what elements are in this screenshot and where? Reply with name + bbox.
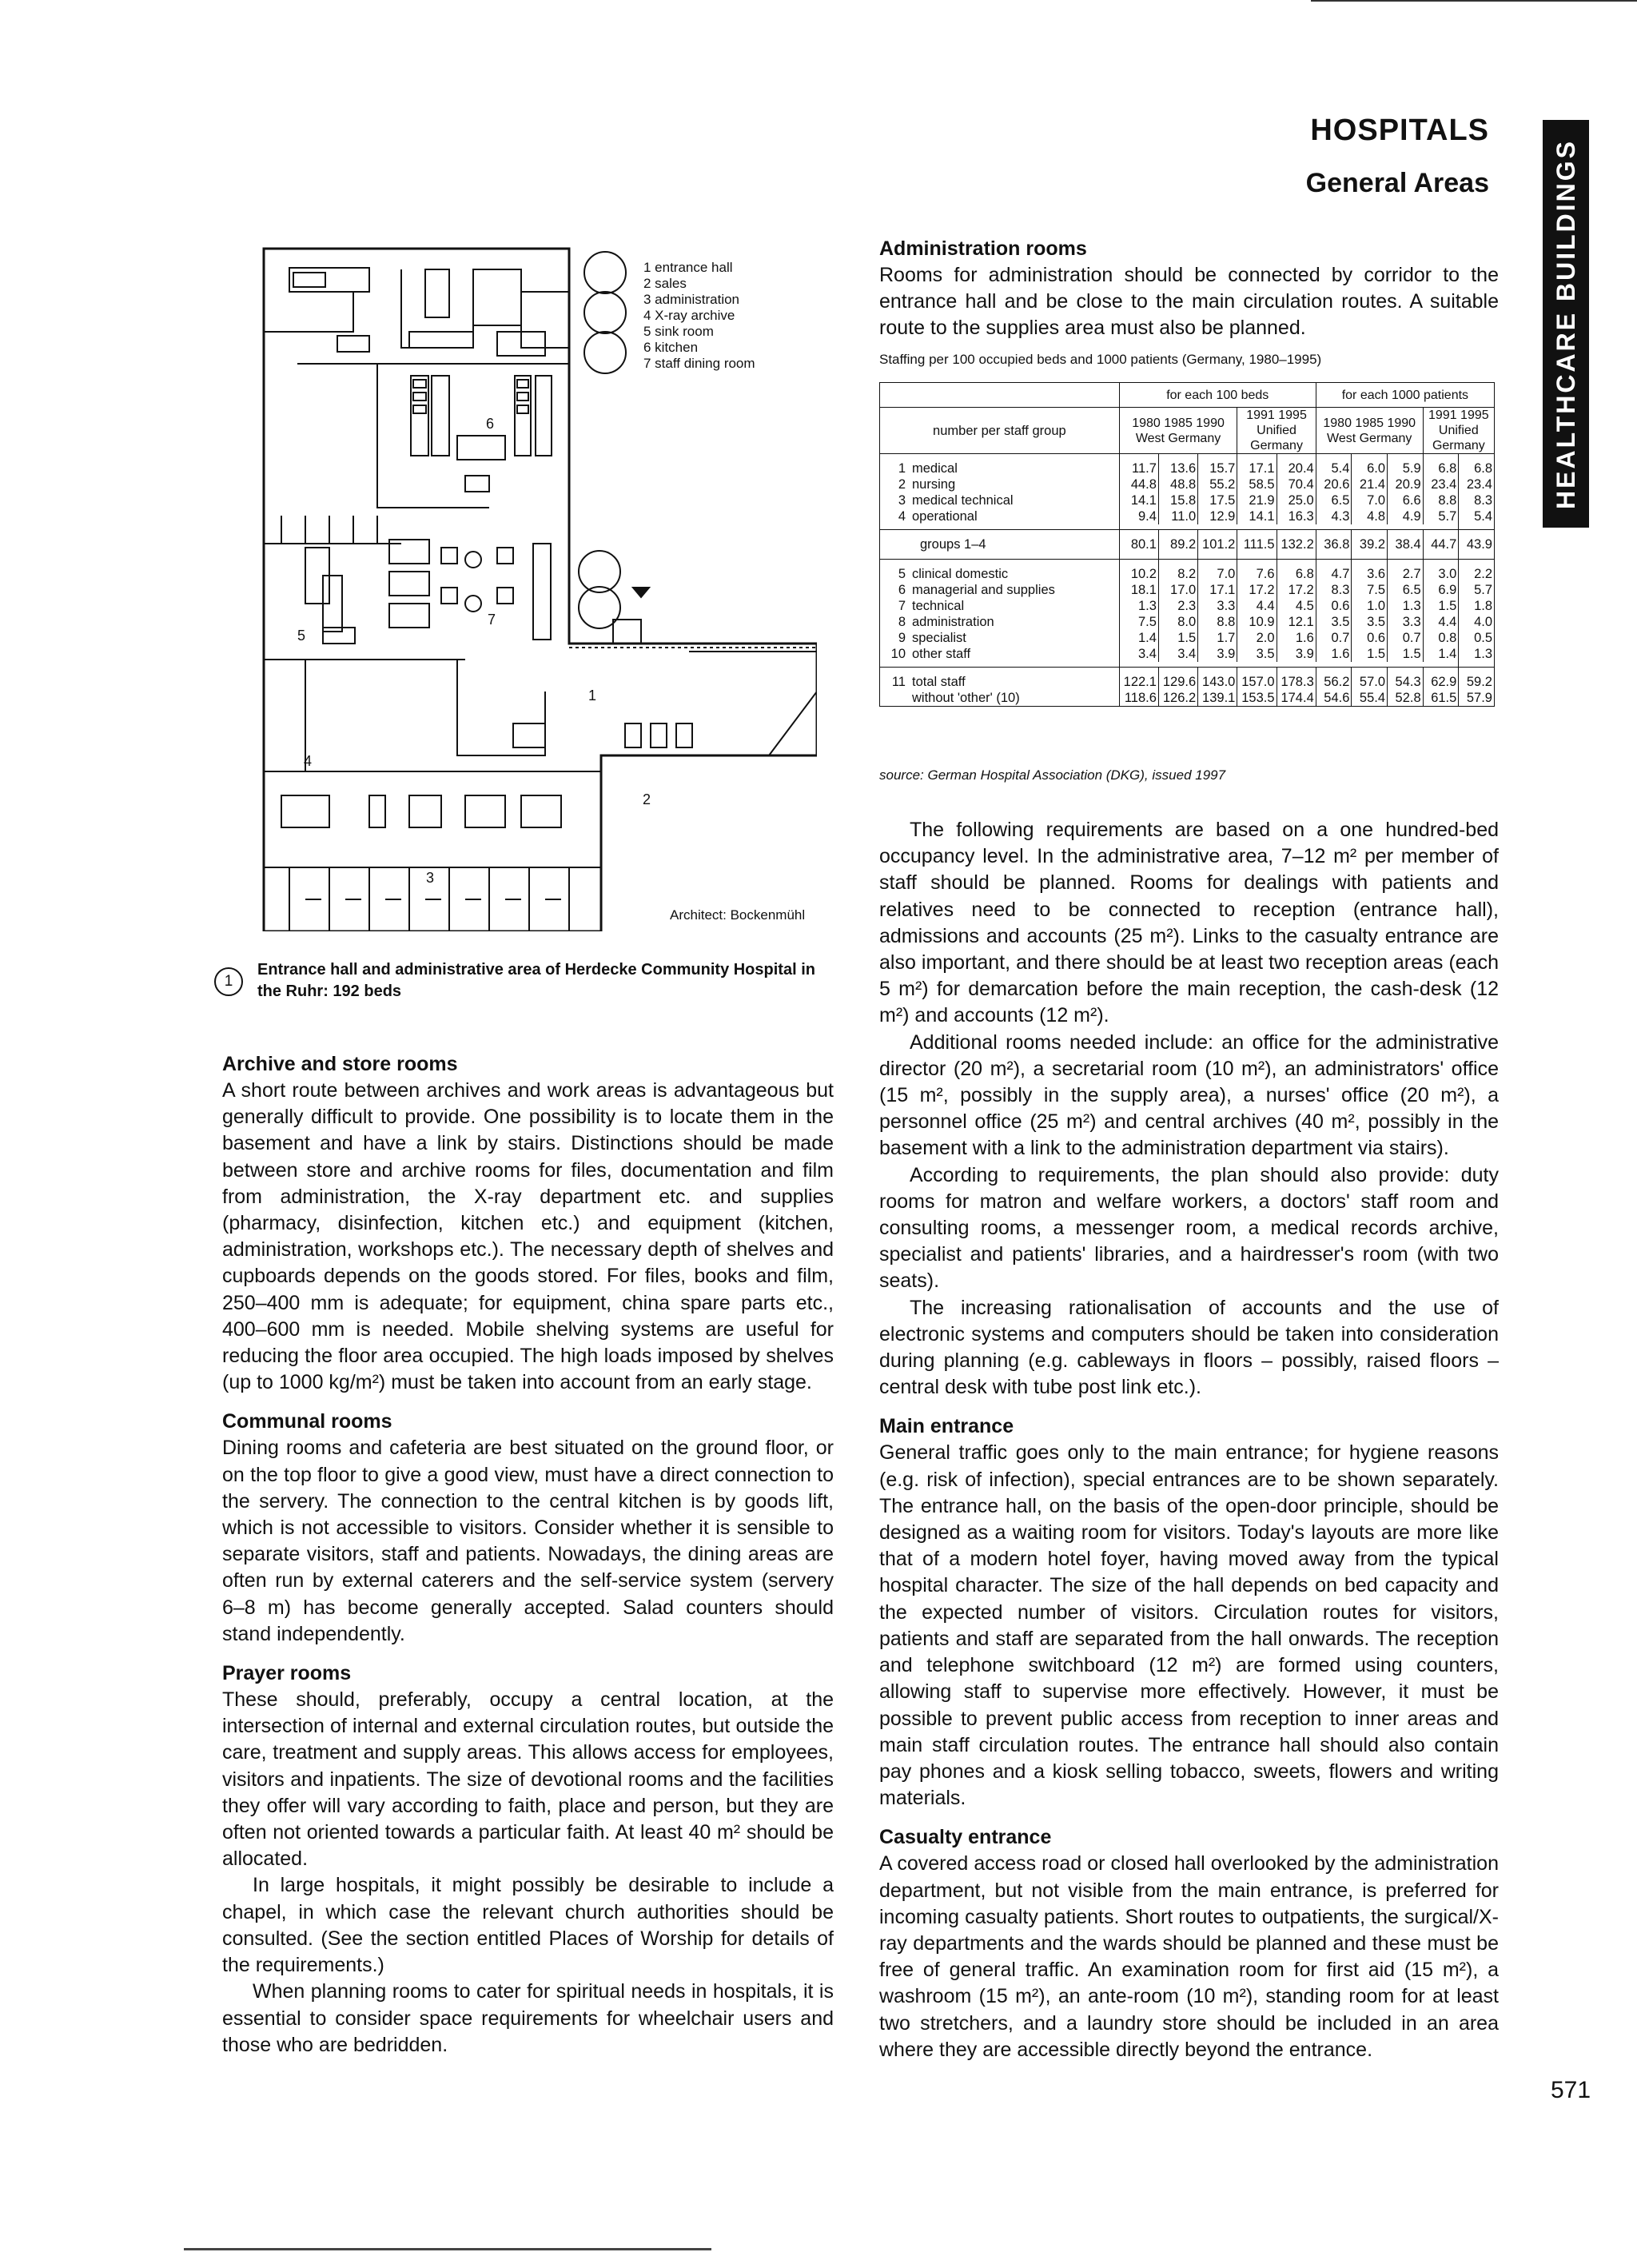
table-cell: 3.5 <box>1316 614 1352 630</box>
table-cell: 13.6 <box>1158 454 1197 477</box>
table-cell: 11.7 <box>1119 454 1158 477</box>
row-number: 6 <box>898 583 906 597</box>
table-cell: 43.9 <box>1459 530 1495 560</box>
table-cell: 4.4 <box>1237 598 1277 614</box>
table-cell: 10.9 <box>1237 614 1277 630</box>
table-cell: 6.9 <box>1423 582 1459 598</box>
table-row <box>880 560 1495 583</box>
table-cell: 36.8 <box>1316 530 1352 560</box>
paragraph: Dining rooms and cafeteria are best situated on the ground floor, or on the top floor to give a good view, must have a direct connection to the servery. The connection to the central kitchen is by goods lift, which is not accessible to visitors. Consider whether it is sensible to separate visitors, staff and patients. Nowadays, the dining areas are often run by external caterers and the self-service system (servery 6–8 m) has become generally accepted. Salad counters should stand independently. <box>222 1437 834 1645</box>
legend-item: 2 sales <box>643 276 687 291</box>
table-cell: 3.6 <box>1352 560 1388 583</box>
table-cell: 21.4 <box>1352 476 1388 492</box>
row-number: 2 <box>898 477 906 492</box>
table-cell: 8.0 <box>1158 614 1197 630</box>
heading-admin: Administration rooms <box>879 237 1087 260</box>
table-cell: 12.9 <box>1198 508 1237 524</box>
table-cell: 174.4 <box>1277 690 1316 707</box>
table-cell: 17.2 <box>1237 582 1277 598</box>
plan-label-3: 3 <box>426 870 435 886</box>
heading-communal: Communal rooms <box>222 1410 392 1433</box>
table-row <box>880 508 1495 524</box>
table-cell: 17.5 <box>1198 492 1237 508</box>
plan-label-2: 2 <box>643 791 651 807</box>
table-cell: 6.5 <box>1316 492 1352 508</box>
table-cell: 44.8 <box>1119 476 1158 492</box>
table-cell: 48.8 <box>1158 476 1197 492</box>
row-number: 9 <box>898 631 906 645</box>
table-cell: 2.0 <box>1237 630 1277 646</box>
table-cell: 23.4 <box>1423 476 1459 492</box>
figure-caption: Entrance hall and administrative area of Herdecke Community Hospital in the Ruhr: 192 beds <box>257 961 815 1000</box>
table-cell: 14.1 <box>1119 492 1158 508</box>
table-cell: 1.4 <box>1423 646 1459 662</box>
table-cell: 57.9 <box>1459 690 1495 707</box>
row-number: 3 <box>898 493 906 508</box>
table-cell: 118.6 <box>1119 690 1158 707</box>
row-label: specialist <box>912 631 966 645</box>
row-number: 8 <box>898 615 906 629</box>
table-cell: 54.3 <box>1388 668 1424 691</box>
table-cell: 2.2 <box>1459 560 1495 583</box>
table-cell: 4.7 <box>1316 560 1352 583</box>
paragraph: The increasing rationalisation of accounts and the use of electronic systems and computers should be taken into consideration during planning (e.g. cableways in floors – possibly, raised floors – central desk with tube post link etc.). <box>879 1296 1499 1399</box>
section-spine-tab <box>1543 120 1589 528</box>
table-cell: 3.9 <box>1277 646 1316 662</box>
table-cell: 1.5 <box>1158 630 1197 646</box>
table-cell: 153.5 <box>1237 690 1277 707</box>
paragraph: The following requirements are based on a one hundred-bed occupancy level. In the administrative area, 7–12 m² per member of staff should be planned. Rooms for dealings with patients and relatives need to be connected to reception (entrance hall), admissions and accounts (25 m²). Links to the casualty entrance are also important, and there should be at least two reception areas (each 5 m²) for demarcation before the main reception, the cash-desk (12 m²) and accounts (12 m²). <box>879 819 1499 1027</box>
table-cell: 7.5 <box>1352 582 1388 598</box>
table-cell: 1.3 <box>1119 598 1158 614</box>
staffing-table <box>879 382 1495 707</box>
table-cell: 52.8 <box>1388 690 1424 707</box>
table-cell: 3.3 <box>1198 598 1237 614</box>
table-cell: 70.4 <box>1277 476 1316 492</box>
paragraph: Additional rooms needed include: an office for the administrative director (20 m²), a secretarial room (10 m²), an administrators' office (15 m², possibly in the supply area), a nurses' office (20 m²), a personnel office (25 m²) and central archives (40 m², possibly in the basement with a link to the administration department via stairs). <box>879 1030 1499 1160</box>
table-cell: 4.8 <box>1352 508 1388 524</box>
row-label: nursing <box>912 477 956 492</box>
table-cell: 62.9 <box>1423 668 1459 691</box>
paragraph: These should, preferably, occupy a central location, at the intersection of internal and external circulation routes, but outside the care, treatment and supply areas. This allows access for employees, visitors and inpatients. The size of devotional rooms and the facilities they offer will vary according to faith, place and person, but they are often not oriented towards a particular faith. At least 40 m² should be allocated. <box>222 1688 834 1871</box>
table-cell: 8.2 <box>1158 560 1197 583</box>
heading-main-entrance: Main entrance <box>879 1415 1014 1438</box>
table-cell: 157.0 <box>1237 668 1277 691</box>
table-cell: 0.7 <box>1316 630 1352 646</box>
architect-credit: Architect: Bockenmühl <box>670 907 806 923</box>
table-cell: 20.6 <box>1316 476 1352 492</box>
table-cell: 6.8 <box>1459 454 1495 477</box>
table-cell: 1.5 <box>1352 646 1388 662</box>
legend-item: 5 sink room <box>643 324 714 339</box>
table-cell: 0.6 <box>1352 630 1388 646</box>
top-rule <box>1311 0 1637 2</box>
row-label: medical <box>912 461 958 476</box>
table-cell: 3.3 <box>1388 614 1424 630</box>
table-cell: 14.1 <box>1237 508 1277 524</box>
table-cell: 3.0 <box>1423 560 1459 583</box>
table-cell: 3.9 <box>1198 646 1237 662</box>
table-cell: 129.6 <box>1158 668 1197 691</box>
table-cell: 12.1 <box>1277 614 1316 630</box>
table-cell: 8.3 <box>1459 492 1495 508</box>
paragraph: General traffic goes only to the main entrance; for hygiene reasons (e.g. risk of infection), special entrances are to be shown separately. The entrance hall, on the basis of the open-door principle, should be designed as a waiting room for visitors. Today's layouts are more like that of a modern hotel foyer, having moved away from the typical hospital character. The size of the hall depends on bed capacity and the expected number of visitors. Circulation routes for visitors, patients and staff are separated from the hall onwards. The reception and telephone switchboard (12 m²) are formed using counters, allowing staff to supervise more effectively. However, it must be possible to prevent public access from reception to inner areas and main staff circulation routes. The entrance hall should also contain pay phones and a kiosk selling tobacco, sweets, flowers and writing materials. <box>879 1441 1499 1810</box>
table-cell: 17.0 <box>1158 582 1197 598</box>
table-row <box>880 668 1495 691</box>
legend-item: 7 staff dining room <box>643 356 755 371</box>
table-cell: 3.5 <box>1237 646 1277 662</box>
table-cell: 1.6 <box>1316 646 1352 662</box>
table-cell: 54.6 <box>1316 690 1352 707</box>
page-subtitle: General Areas <box>1305 168 1489 198</box>
table-cell: 1.5 <box>1423 598 1459 614</box>
table-cell: 44.7 <box>1423 530 1459 560</box>
table-cell: 0.5 <box>1459 630 1495 646</box>
years-unified: 1991 1995 <box>1246 409 1307 422</box>
table-cell: 57.0 <box>1352 668 1388 691</box>
table-cell: 18.1 <box>1119 582 1158 598</box>
table-cell: 5.4 <box>1316 454 1352 477</box>
table-cell: 0.7 <box>1388 630 1424 646</box>
legend-item: 4 X-ray archive <box>643 308 735 323</box>
table-cell: 111.5 <box>1237 530 1277 560</box>
table-cell: 61.5 <box>1423 690 1459 707</box>
paragraph: In large hospitals, it might possibly be desirable to include a chapel, in which case the relevant church authorities should be consulted. (See the section entitled Places of Worship for details of the requirements.) <box>222 1874 834 1977</box>
right-column <box>879 817 1499 2063</box>
table-cell: 5.7 <box>1459 582 1495 598</box>
table-cell: 58.5 <box>1237 476 1277 492</box>
row-label: technical <box>912 599 965 613</box>
unified-label: Unified Germany <box>1250 424 1303 452</box>
table-cell: 15.7 <box>1198 454 1237 477</box>
table-cell: 4.9 <box>1388 508 1424 524</box>
table-cell: 5.7 <box>1423 508 1459 524</box>
years-unified: 1991 1995 <box>1428 409 1489 422</box>
table-cell: 17.1 <box>1237 454 1277 477</box>
table-cell: 126.2 <box>1158 690 1197 707</box>
table-cell: 0.6 <box>1316 598 1352 614</box>
left-column <box>222 1051 834 2059</box>
table-cell: 20.4 <box>1277 454 1316 477</box>
table-cell: 15.8 <box>1158 492 1197 508</box>
table-cell: 25.0 <box>1277 492 1316 508</box>
table-cell: 3.5 <box>1352 614 1388 630</box>
table-cell: 101.2 <box>1198 530 1237 560</box>
years-west: 1980 1985 1990 <box>1132 416 1225 430</box>
row-number: 7 <box>898 599 906 613</box>
heading-archive: Archive and store rooms <box>222 1053 458 1075</box>
admin-section <box>879 236 1499 342</box>
table-cell: 3.4 <box>1119 646 1158 662</box>
page-title: HOSPITALS <box>1310 114 1489 147</box>
table-cell: 10.2 <box>1119 560 1158 583</box>
table-cell: 11.0 <box>1158 508 1197 524</box>
table-cell: 8.3 <box>1316 582 1352 598</box>
page-number: 571 <box>1551 2077 1591 2103</box>
table-cell: 7.0 <box>1352 492 1388 508</box>
paragraph: A short route between archives and work areas is advantageous but generally difficult to provide. One possibility is to locate them in the basement and have a link by stairs. Distinctions should be made between store and archive rooms for files, documentation and film from administration, the X-ray department etc. and supplies (pharmacy, disinfection, kitchen etc.) and equipment (kitchen, administration, workshops etc.). The necessary depth of shelves and cupboards depends on the goods stored. For files, books and film, 250–400 mm is adequate; for equipment, china spare parts etc., 400–600 mm is needed. Mobile shelving systems are useful for reducing the floor area occupied. The high loads imposed by shelves (up to 1000 kg/m²) must be taken into account from an early stage. <box>222 1079 834 1394</box>
table-source: source: German Hospital Association (DKG), issued 1997 <box>879 767 1226 783</box>
table-cell: 23.4 <box>1459 476 1495 492</box>
table-row <box>880 492 1495 508</box>
bottom-rule <box>184 2248 711 2250</box>
west-label: West Germany <box>1135 431 1221 445</box>
heading-prayer: Prayer rooms <box>222 1662 352 1685</box>
table-cell: 21.9 <box>1237 492 1277 508</box>
paragraph: A covered access road or closed hall overlooked by the administration department, but not visible from the main entrance, is preferred for incoming casualty patients. Short routes to outpatients, the surgical/X-ray departments and the wards should be planned and these must be free of general traffic. An examination room for first aid (15 m²), a washroom (15 m²), an ante-room (10 m²), standing room for at least two stretchers, and a laundry store should be included in an area where they are accessible directly beyond the entrance. <box>879 1852 1499 2061</box>
plan-label-6: 6 <box>486 416 495 432</box>
table-cell: 55.4 <box>1352 690 1388 707</box>
row-label: operational <box>912 509 978 524</box>
table-row <box>880 476 1495 492</box>
paragraph: According to requirements, the plan should also provide: duty rooms for matron and welfare workers, a doctors' staff room and consulting rooms, a messenger room, a medical records archive, specialist and patients' libraries, and a hairdresser's room (with two seats). <box>879 1163 1499 1293</box>
group-header-patients: for each 1000 patients <box>1316 383 1494 408</box>
table-cell: 55.2 <box>1198 476 1237 492</box>
row-label: without 'other' (10) <box>880 690 1120 707</box>
plan-label-5: 5 <box>297 628 306 644</box>
table-cell: 143.0 <box>1198 668 1237 691</box>
row-number: 5 <box>898 567 906 581</box>
table-cell: 4.4 <box>1423 614 1459 630</box>
table-row <box>880 454 1495 477</box>
row-label: other staff <box>912 647 971 661</box>
table-cell: 1.3 <box>1388 598 1424 614</box>
table-cell: 7.0 <box>1198 560 1237 583</box>
table-cell: 1.3 <box>1459 646 1495 662</box>
west-label: West Germany <box>1327 431 1412 445</box>
table-cell: 1.5 <box>1388 646 1424 662</box>
table-cell: 39.2 <box>1352 530 1388 560</box>
row-number: 4 <box>898 509 906 524</box>
row-label: total staff <box>912 675 966 689</box>
row-number: 11 <box>891 675 906 689</box>
years-west: 1980 1985 1990 <box>1323 416 1416 430</box>
table-cell: 6.5 <box>1388 582 1424 598</box>
table-cell: 2.3 <box>1158 598 1197 614</box>
table-cell: 1.0 <box>1352 598 1388 614</box>
row-label: administration <box>912 615 994 629</box>
legend-item: 6 kitchen <box>643 340 699 355</box>
table-cell: 6.8 <box>1423 454 1459 477</box>
table-cell: 17.2 <box>1277 582 1316 598</box>
table-row <box>880 614 1495 630</box>
table-cell: 7.6 <box>1237 560 1277 583</box>
table-cell: 1.6 <box>1277 630 1316 646</box>
table-cell: 8.8 <box>1423 492 1459 508</box>
row-header: number per staff group <box>880 408 1120 454</box>
paragraph: When planning rooms to cater for spiritual needs in hospitals, it is essential to consider space requirements for wheelchair users and those who are bedridden. <box>222 1980 834 2056</box>
legend-item: 3 administration <box>643 292 740 307</box>
row-number: 1 <box>898 461 906 476</box>
table-row <box>880 630 1495 646</box>
table-cell: 59.2 <box>1459 668 1495 691</box>
legend-item: 1 entrance hall <box>643 260 733 275</box>
table-cell: 9.4 <box>1119 508 1158 524</box>
figure-number: 1 <box>214 967 243 996</box>
plan-label-1: 1 <box>588 688 597 704</box>
spine-label: HEALTHCARE BUILDINGS <box>1551 138 1580 509</box>
row-label: clinical domestic <box>912 567 1009 581</box>
table-caption: Staffing per 100 occupied beds and 1000 patients (Germany, 1980–1995) <box>879 352 1322 367</box>
table-cell: 7.5 <box>1119 614 1158 630</box>
table-row <box>880 690 1495 707</box>
table-cell: 4.3 <box>1316 508 1352 524</box>
unified-label: Unified Germany <box>1432 424 1485 452</box>
table-cell: 5.4 <box>1459 508 1495 524</box>
paragraph: Rooms for administration should be connected by corridor to the entrance hall and be close to the main circulation routes. A suitable route to the supplies area must also be planned. <box>879 264 1499 340</box>
plan-legend <box>643 260 755 372</box>
table-cell: 16.3 <box>1277 508 1316 524</box>
table-cell: 56.2 <box>1316 668 1352 691</box>
table-cell: 178.3 <box>1277 668 1316 691</box>
table-cell: 89.2 <box>1158 530 1197 560</box>
group-header-beds: for each 100 beds <box>1119 383 1316 408</box>
row-number: 10 <box>890 647 906 661</box>
table-cell: 1.4 <box>1119 630 1158 646</box>
table-cell: 0.8 <box>1423 630 1459 646</box>
table-cell: 4.5 <box>1277 598 1316 614</box>
table-cell: 80.1 <box>1119 530 1158 560</box>
table-cell: 122.1 <box>1119 668 1158 691</box>
table-cell: 38.4 <box>1388 530 1424 560</box>
row-label: groups 1–4 <box>880 530 1120 560</box>
table-cell: 1.8 <box>1459 598 1495 614</box>
table-row <box>880 598 1495 614</box>
table-cell: 8.8 <box>1198 614 1237 630</box>
table-cell: 6.6 <box>1388 492 1424 508</box>
plan-label-4: 4 <box>304 753 313 769</box>
table-cell: 6.8 <box>1277 560 1316 583</box>
table-cell: 3.4 <box>1158 646 1197 662</box>
table-cell: 5.9 <box>1388 454 1424 477</box>
table-cell: 20.9 <box>1388 476 1424 492</box>
heading-casualty: Casualty entrance <box>879 1826 1052 1849</box>
table-row <box>880 582 1495 598</box>
table-row <box>880 530 1495 560</box>
table-row <box>880 646 1495 662</box>
table-cell: 1.7 <box>1198 630 1237 646</box>
table-cell: 139.1 <box>1198 690 1237 707</box>
table-cell: 6.0 <box>1352 454 1388 477</box>
table-cell: 132.2 <box>1277 530 1316 560</box>
table-cell: 4.0 <box>1459 614 1495 630</box>
table-cell: 17.1 <box>1198 582 1237 598</box>
table-cell: 2.7 <box>1388 560 1424 583</box>
row-label: medical technical <box>912 493 1014 508</box>
row-label: managerial and supplies <box>912 583 1055 597</box>
plan-label-7: 7 <box>488 612 496 628</box>
